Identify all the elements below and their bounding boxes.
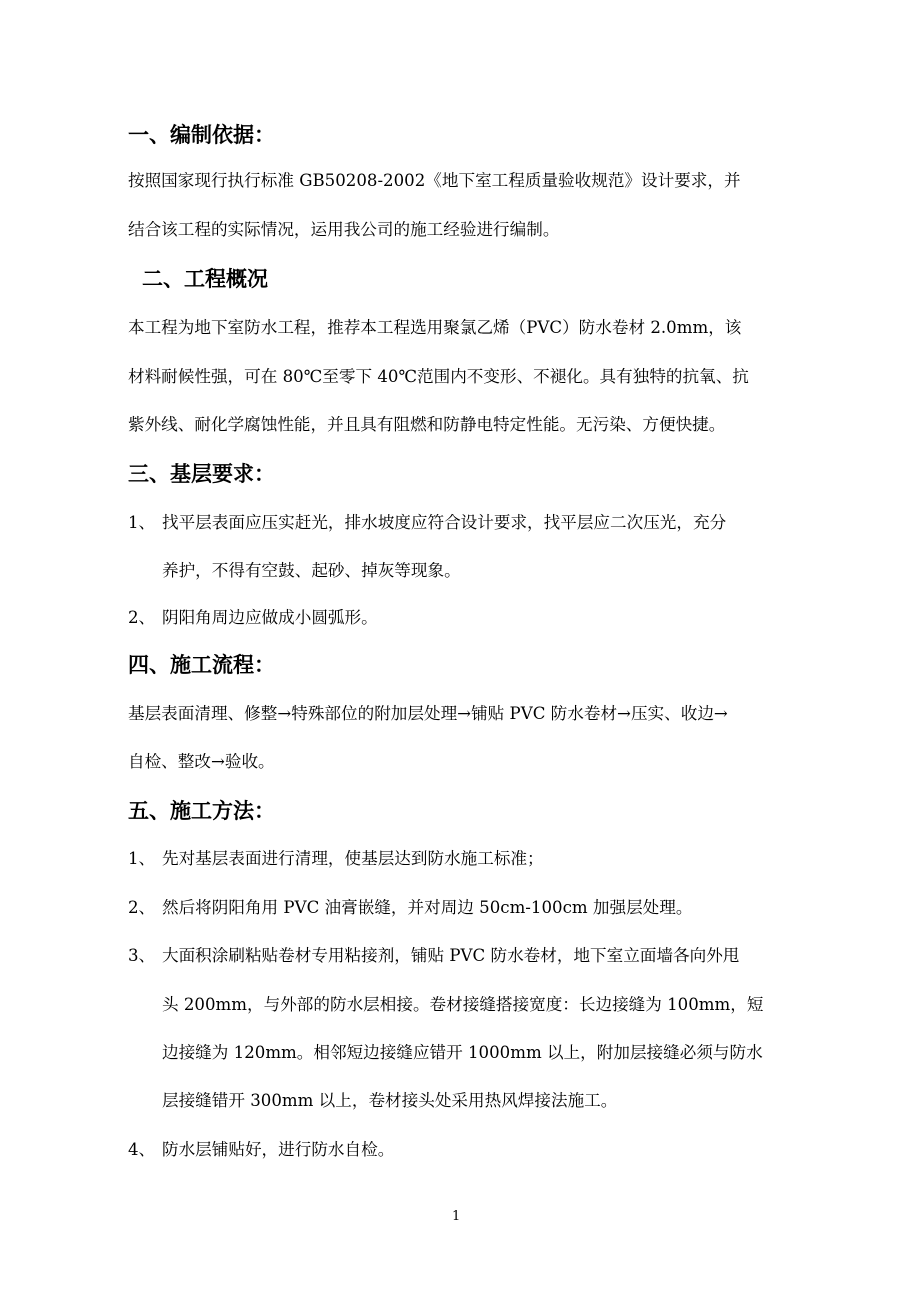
paragraph-line: 基层表面清理、修整→特殊部位的附加层处理→铺贴 PVC 防水卷材→压实、收边→: [128, 704, 728, 723]
paragraph-line: 自检、整改→验收。: [128, 752, 275, 771]
list-item-line: 层接缝错开 300mm 以上，卷材接头处采用热风焊接法施工。: [162, 1091, 618, 1110]
list-item-number: 1、: [128, 513, 156, 532]
list-item-line: 找平层表面应压实赶光，排水坡度应符合设计要求，找平层应二次压光，充分: [162, 513, 727, 532]
section-heading-overview: 二、工程概况: [142, 267, 268, 291]
section-heading-basis: 一、编制依据：: [128, 123, 275, 147]
list-item-line: 然后将阴阳角用 PVC 油膏嵌缝，并对周边 50cm-100cm 加强层处理。: [162, 898, 693, 917]
list-item-line: 先对基层表面进行清理，使基层达到防水施工标准；: [162, 849, 544, 868]
paragraph-line: 材料耐候性强，可在 80℃至零下 40℃范围内不变形、不褪化。具有独特的抗氧、抗: [128, 367, 749, 386]
paragraph-line: 紫外线、耐化学腐蚀性能，并且具有阻燃和防静电特定性能。无污染、方便快捷。: [128, 415, 726, 434]
paragraph-line: 按照国家现行执行标准 GB50208-2002《地下室工程质量验收规范》设计要求，并: [128, 171, 741, 190]
list-item-number: 2、: [128, 608, 156, 627]
section-heading-method: 五、施工方法：: [128, 799, 275, 823]
list-item-line: 边接缝为 120mm。相邻短边接缝应错开 1000mm 以上，附加层接缝必须与防水: [162, 1043, 763, 1062]
list-item-line: 大面积涂刷粘贴卷材专用粘接剂，铺贴 PVC 防水卷材，地下室立面墙各向外甩: [162, 946, 740, 965]
list-item-number: 1、: [128, 849, 156, 868]
list-item-line: 阴阳角周边应做成小圆弧形。: [162, 608, 378, 627]
paragraph-line: 结合该工程的实际情况，运用我公司的施工经验进行编制。: [128, 220, 560, 239]
list-item-line: 头 200mm，与外部的防水层相接。卷材接缝搭接宽度：长边接缝为 100mm，短: [162, 995, 764, 1014]
section-heading-process: 四、施工流程：: [128, 653, 275, 677]
page-number: 1: [452, 1209, 461, 1224]
list-item-number: 3、: [128, 946, 156, 965]
list-item-line: 防水层铺贴好，进行防水自检。: [162, 1140, 395, 1159]
list-item-number: 4、: [128, 1140, 156, 1159]
paragraph-line: 本工程为地下室防水工程，推荐本工程选用聚氯乙烯（PVC）防水卷材 2.0mm，该: [128, 318, 742, 337]
list-item-number: 2、: [128, 898, 156, 917]
list-item-line: 养护，不得有空鼓、起砂、掉灰等现象。: [162, 561, 461, 580]
section-heading-base-requirements: 三、基层要求：: [128, 462, 275, 486]
